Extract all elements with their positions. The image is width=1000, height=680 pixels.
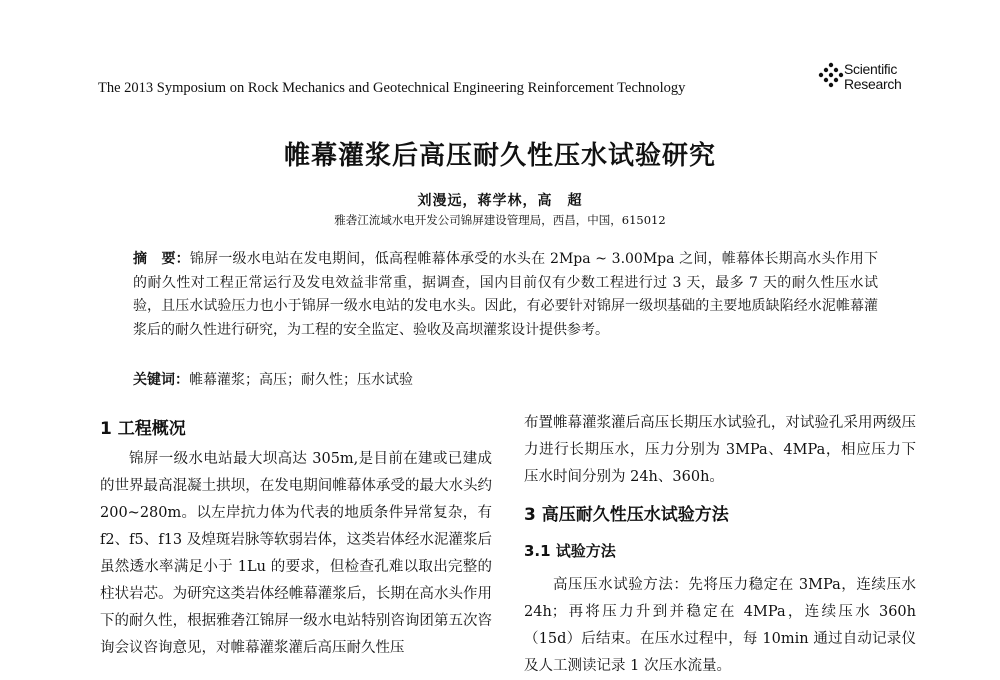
abstract [133, 248, 878, 342]
abstract-text: 锦屏一级水电站在发电期间，低高程帷幕体承受的水头在 2Mpa ~ 3.00Mpa 之间，帷幕体长期高水头作用下的耐久性对工程正常运行及发电效益非常重，据调查，国内目前仅有少数工程进行过 3 天，最多 7 天的耐久性压水试验，且压水试验压力也小于锦屏一级水电站的发电水头。因此，有必要针对锦屏一级坝基础的主要地质缺陷经水泥帷幕灌浆后的耐久性进行研究，为工程的安全监定、验收及高坝灌浆设计提供参考。 [133, 251, 879, 338]
abstract-label: 摘 要： [133, 251, 190, 267]
continued-paragraph: 布置帷幕灌浆灌后高压长期压水试验孔，对试验孔采用两级压力进行长期压水，压力分别为 3MPa、4MPa，相应压力下压水时间分别为 24h、360h。 [524, 415, 916, 485]
section-1-heading: 1 工程概况 [100, 419, 186, 439]
right-column-continued [524, 410, 916, 491]
paper-title: 帷幕灌浆后高压耐久性压水试验研究 [283, 141, 716, 171]
section-3-heading: 3 高压耐久性压水试验方法 [524, 505, 729, 525]
affiliation: 雅砻江流域水电开发公司锦屏建设管理局，西昌，中国，615012 [334, 213, 666, 227]
section-1-paragraph: 锦屏一级水电站最大坝高达 305m,是目前在建或已建成的世界最高混凝土拱坝，在发电期间帷幕体承受的最大水头约 200~280m。以左岸抗力体为代表的地质条件异常复杂，有 f2、f5、f13 及煌斑岩脉等软弱岩体，这类岩体经水泥灌浆后虽然透水率满足小于 1Lu 的要求，但检查孔难以取出完整的柱状岩芯。为研究这类岩体经帷幕灌浆后，长期在高水头作用下的耐久性，根据雅砻江锦屏一级水电站特别咨询团第五次咨询会议咨询意见，对帷幕灌浆灌后高压耐久性压 [100, 451, 492, 656]
symposium-header: The 2013 Symposium on Rock Mechanics and Geotechnical Engineering Reinforcement Technology [98, 80, 686, 96]
authors: 刘漫远，蒋学林，高 超 [417, 193, 583, 209]
section-3-1-heading: 3.1 试验方法 [524, 542, 616, 560]
logo-line-1: Scientific [844, 61, 898, 77]
publisher-logo [818, 62, 918, 98]
keywords [133, 369, 413, 389]
keywords-text: 帷幕灌浆；高压；耐久性；压水试验 [189, 372, 413, 388]
left-column [100, 446, 492, 662]
section-3-1-paragraph: 高压压水试验方法：先将压力稳定在 3MPa，连续压水 24h；再将压力升到并稳定在 4MPa，连续压水 360h（15d）后结束。在压水过程中，每 10min 通过自动记录仪及人工测读记录 1 次压水流量。 [524, 577, 916, 674]
logo-line-2: Research [844, 76, 902, 92]
diamond-dots-logo-icon [818, 62, 844, 92]
keywords-label: 关键词： [133, 372, 189, 388]
